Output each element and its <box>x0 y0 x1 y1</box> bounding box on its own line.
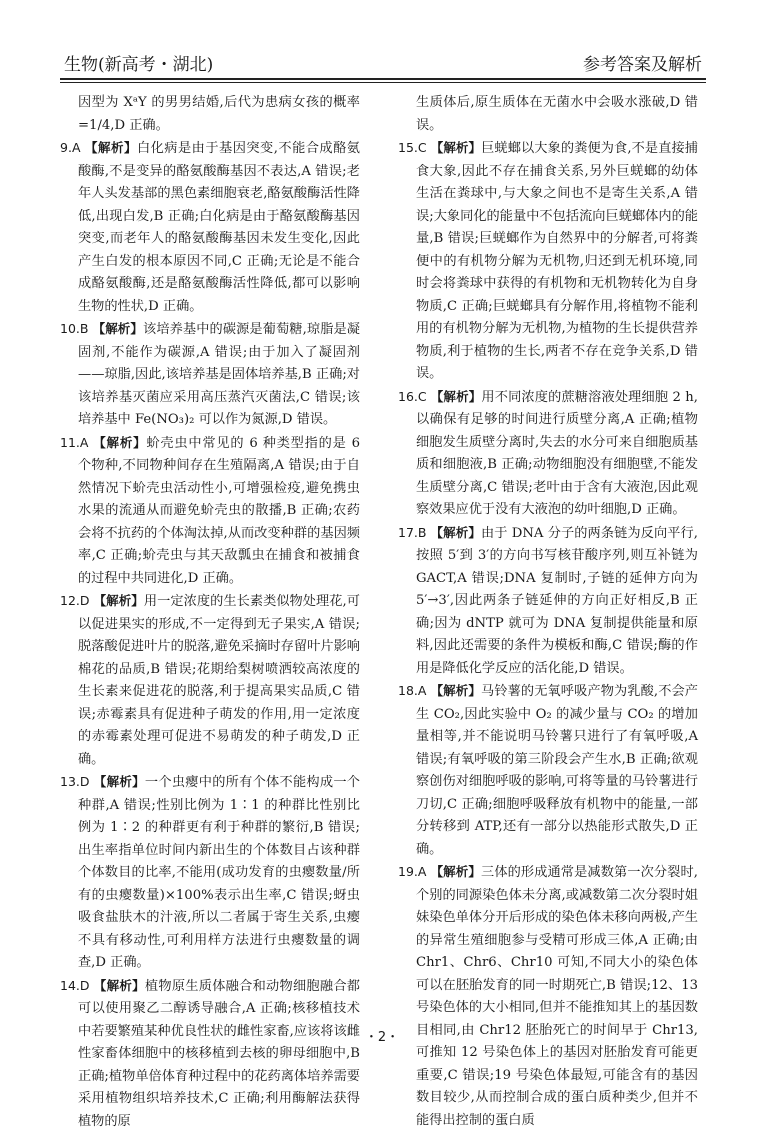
answer-letter: A <box>418 864 427 879</box>
analysis-tag: 【解析】 <box>430 525 480 540</box>
header-subject: 生物(新高考・湖北) <box>64 50 213 75</box>
analysis-tag: 【解析】 <box>94 978 145 993</box>
question-number: 13. <box>60 774 80 789</box>
explanation-text: 植物原生质体融合和动物细胞融合都可以使用聚乙二醇诱导融合,A 正确;核移植技术中若要繁殖某种优良性状的雌性家畜,应该将该雌性家畜体细胞中的核移植到去核的卵母细胞中,B 正确;植物单倍体育种过程中的花药离体培养需要采用植物组织培养技术,C 正确;利用酶解法获得植物的原 <box>78 979 360 1129</box>
question-number: 9. <box>60 140 72 155</box>
page-header <box>60 46 706 76</box>
question-number: 11. <box>60 435 80 450</box>
answer-item-q9 <box>60 137 360 318</box>
answer-item-q11 <box>60 432 360 591</box>
answer-letter: D <box>80 978 90 993</box>
header-rule-thick <box>60 78 706 80</box>
explanation-text: 由于 DNA 分子的两条链为反向平行,按照 5′到 3′的方向书写核苷酸序列,则互补链为 GACT,A 错误;DNA 复制时,子链的延伸方向为 5′→3′,因此两条子链延伸的方向正好相反,B 正确;因为 dNTP 就可为 DNA 复制提供能量和原料,因此还需要的条件为模板和酶,C 错误;酶的作用是降低化学反应的活化能,D 错误。 <box>416 526 698 676</box>
analysis-tag: 【解析】 <box>92 321 143 336</box>
explanation-text: 一个虫瘿中的所有个体不能构成一个种群,A 错误;性别比例为 1∶1 的种群比性别比例为 1∶2 的种群更有利于种群的繁衍,B 错误;出生率指单位时间内新出生的个体数目占该种群个体数目的比率,不能用(成功发育的虫瘿数量/所有的虫瘿数量)×100%表示出生率,C 错误;蚜虫吸食盐肤木的汁液,所以二者属于寄生关系,虫瘿不具有移动性,可利用样方法进行虫瘿数量的调查,D 正确。 <box>78 775 360 970</box>
explanation-text: 生质体后,原生质体在无菌水中会吸水涨破,D 错误。 <box>416 95 698 133</box>
question-number: 10. <box>60 321 80 336</box>
analysis-tag: 【解析】 <box>430 864 481 879</box>
answer-letter: A <box>72 140 81 155</box>
question-number: 16. <box>398 389 418 404</box>
right-column <box>398 92 698 1132</box>
explanation-text: 该培养基中的碳源是葡萄糖,琼脂是凝固剂,不能作为碳源,A 错误;由于加入了凝固剂——琼脂,因此,该培养基是固体培养基,B 正确;对该培养基灭菌应采用高压蒸汽灭菌法,C 错误;该培养基中 Fe(NO₃)₂ 可以作为氮源,D 错误。 <box>78 322 360 427</box>
explanation-text: 三体的形成通常是减数第一次分裂时,个别的同源染色体未分离,或减数第二次分裂时姐妹染色单体分开后形成的染色体未移向两极,产生的异常生殖细胞参与受精可形成三体,A 正确;由 Chr1、Chr6、Chr10 可知,不同大小的染色体可以在胚胎发育的同一时期死亡,B 错误;12、13 号染色体的大小相同,但并不能推知其上的基因数目相同,由 Chr12 胚胎死亡的时间早于 Chr13,可推知 12 号染色体上的基因对胚胎发育可能更重要,C 错误;19 号染色体最短,可能含有的基因数目较少,从而控制合成的蛋白质种类少,但并不能得出控制的蛋白质 <box>416 865 698 1128</box>
answer-letter: A <box>80 435 89 450</box>
analysis-tag: 【解析】 <box>92 435 146 450</box>
page-number: ・2・ <box>0 1026 764 1045</box>
explanation-text: 蚧壳虫中常见的 6 种类型指的是 6 个物种,不同物种间存在生殖隔离,A 错误;由于自然情况下蚧壳虫活动性小,可增强检疫,避免携虫水果的流通从而避免蚧壳虫的散播,B 正确;农药会将不抗药的个体淘汰掉,从而改变种群的基因频率,C 正确;蚧壳虫与其天敌瓢虫在捕食和被捕食的过程中共同进化,D 正确。 <box>78 436 360 586</box>
answer-item-q13 <box>60 771 360 975</box>
answer-letter: C <box>418 389 427 404</box>
answer-letter: D <box>80 774 90 789</box>
header-rule-thin <box>60 82 706 83</box>
answer-letter: D <box>80 593 90 608</box>
answer-item-q16 <box>398 386 698 522</box>
answer-item-q12 <box>60 590 360 771</box>
question-number: 15. <box>398 140 418 155</box>
answer-item-q17 <box>398 522 698 681</box>
question-number: 19. <box>398 864 418 879</box>
analysis-tag: 【解析】 <box>94 774 145 789</box>
analysis-tag: 【解析】 <box>85 140 137 155</box>
answer-letter: A <box>418 683 427 698</box>
explanation-text: 因型为 XᵃY 的男男结婚,后代为患病女孩的概率=1/4,D 正确。 <box>78 95 360 133</box>
explanation-text: 用一定浓度的生长素类似物处理花,可以促进果实的形成,不一定得到无子果实,A 错误;脱落酸促进叶片的脱落,避免采摘时存留叶片影响棉花的品质,B 错误;花期给梨树喷洒较高浓度的生长素来促进花的脱落,利于提高果实品质,C 错误;赤霉素具有促进种子萌发的作用,用一定浓度的赤霉素处理可促进不易萌发的种子萌发,D 正确。 <box>78 594 360 767</box>
answer-item-q19 <box>398 861 698 1132</box>
analysis-tag: 【解析】 <box>431 140 482 155</box>
explanation-text: 用不同浓度的蔗糖溶液处理细胞 2 h,以确保有足够的时间进行质壁分离,A 正确;植物细胞发生质壁分离时,失去的水分可来自细胞质基质和细胞液,B 正确;动物细胞没有细胞壁,不能发生质壁分离,C 错误;老叶由于含有大液泡,因此观察效果应优于没有大液泡的幼叶细胞,D 正确。 <box>416 390 698 518</box>
explanation-text: 白化病是由于基因突变,不能合成酪氨酸酶,不是变异的酪氨酸酶基因不表达,A 错误;老年人头发基部的黑色素细胞衰老,酪氨酸酶活性降低,出现白发,B 正确;白化病是由于酪氨酸酶基因突变,而老年人的酪氨酸酶基因未发生变化,因此产生白发的根本原因不同,C 正确;无论是不能合成酪氨酸酶,还是酪氨酸酶活性降低,都可以影响生物的性状,D 正确。 <box>78 141 360 314</box>
answer-continuation <box>60 92 360 137</box>
explanation-text: 马铃薯的无氧呼吸产物为乳酸,不会产生 CO₂,因此实验中 O₂ 的减少量与 CO₂ 的增加量相等,并不能说明马铃薯只进行了有氧呼吸,A 错误;有氧呼吸的第三阶段会产生水,B 正确;欲观察创伤对细胞呼吸的影响,可将等量的马铃薯进行刀切,C 正确;细胞呼吸释放有机物中的能量,一部分转移到 ATP,还有一部分以热能形式散失,D 正确。 <box>416 684 698 857</box>
explanation-text: 巨蜣螂以大象的粪便为食,不是直接捕食大象,因此不存在捕食关系,另外巨蜣螂的幼体生活在粪球中,与大象之间也不是寄生关系,A 错误;大象同化的能量中不包括流向巨蜣螂体内的能量,B 错误;巨蜣螂作为自然界中的分解者,可将粪便中的有机物分解为无机物,归还到无机环境,同时会将粪球中获得的有机物和无机物转化为自身物质,C 正确;巨蜣螂具有分解作用,将植物不能利用的有机物分解为无机物,为植物的生长提供营养物质,利于植物的生长,两者不存在竞争关系,D 错误。 <box>416 141 698 381</box>
answer-continuation <box>398 92 698 137</box>
answer-letter: C <box>418 140 427 155</box>
header-section-title: 参考答案及解析 <box>583 50 702 75</box>
answer-letter: B <box>418 525 427 540</box>
analysis-tag: 【解析】 <box>430 683 481 698</box>
question-number: 12. <box>60 593 80 608</box>
answer-letter: B <box>80 321 89 336</box>
answer-item-q15 <box>398 137 698 386</box>
question-number: 17. <box>398 525 418 540</box>
question-number: 18. <box>398 683 418 698</box>
left-column <box>60 92 360 1133</box>
analysis-tag: 【解析】 <box>94 593 144 608</box>
answer-item-q14 <box>60 975 360 1133</box>
answer-item-q18 <box>398 680 698 861</box>
question-number: 14. <box>60 978 80 993</box>
analysis-tag: 【解析】 <box>431 389 482 404</box>
answer-item-q10 <box>60 318 360 432</box>
